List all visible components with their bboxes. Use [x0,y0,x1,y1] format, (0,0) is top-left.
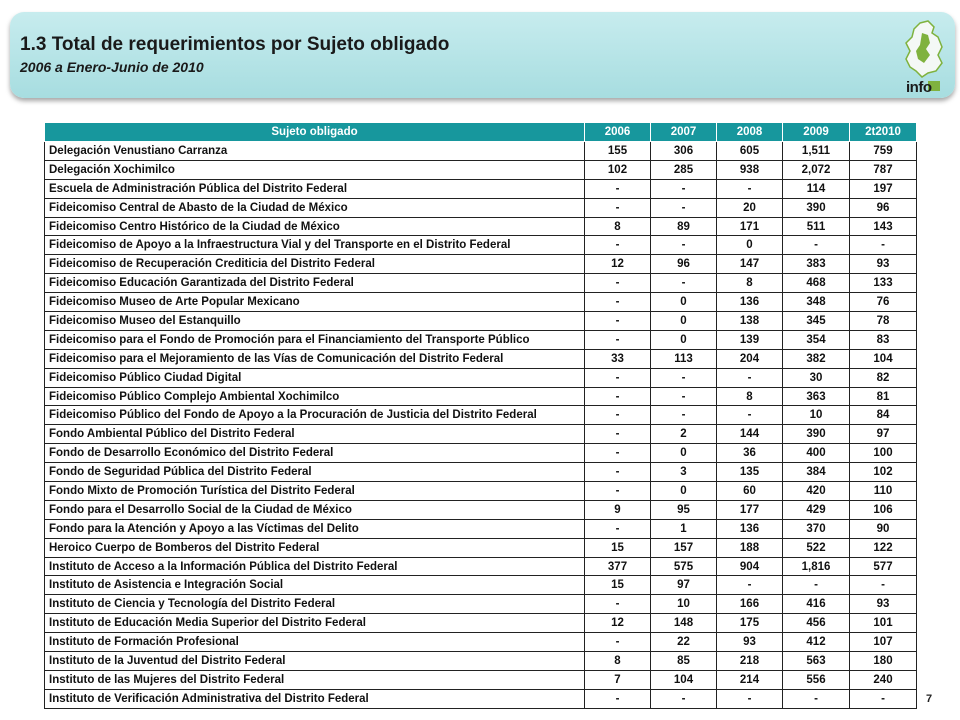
cell-value: 412 [783,633,850,652]
page-number: 7 [926,693,933,705]
cell-value: 135 [717,463,783,482]
cell-value: - [585,312,651,331]
cell-value: 575 [651,557,717,576]
cell-value: 81 [850,387,917,406]
table-row [45,368,917,387]
cell-value: 93 [717,633,783,652]
cell-value: 36 [717,444,783,463]
table-row [45,293,917,312]
page-title: 1.3 Total de requerimientos por Sujeto obligado [20,34,450,55]
row-label: Fideicomiso para el Mejoramiento de las Vías de Comunicación del Distrito Federal [45,349,585,368]
cell-value: 104 [651,670,717,689]
row-label: Fondo para el Desarrollo Social de la Ciudad de México [45,500,585,519]
cell-value: 171 [717,217,783,236]
row-label: Fideicomiso Público Complejo Ambiental Xochimilco [45,387,585,406]
cell-value: 2,072 [783,160,850,179]
table-row [45,255,917,274]
row-label: Fideicomiso Museo de Arte Popular Mexicano [45,293,585,312]
cell-value: 107 [850,633,917,652]
cell-value: 180 [850,652,917,671]
cell-value: 577 [850,557,917,576]
row-label: Fideicomiso Educación Garantizada del Distrito Federal [45,274,585,293]
table-row [45,519,917,538]
table-row [45,595,917,614]
cell-value: 285 [651,160,717,179]
cell-value: 95 [651,500,717,519]
row-label: Escuela de Administración Pública del Distrito Federal [45,179,585,198]
cell-value: - [585,406,651,425]
cell-value: 563 [783,652,850,671]
row-label: Fideicomiso de Recuperación Crediticia del Distrito Federal [45,255,585,274]
table-row [45,330,917,349]
cell-value: 384 [783,463,850,482]
row-label: Fideicomiso de Apoyo a la Infraestructura Vial y del Transporte en el Distrito Federal [45,236,585,255]
table-row [45,406,917,425]
row-label: Delegación Xochimilco [45,160,585,179]
requirements-table [44,122,917,709]
cell-value: 420 [783,482,850,501]
cell-value: 144 [717,425,783,444]
cell-value: 188 [717,538,783,557]
cell-value: 522 [783,538,850,557]
cell-value: 106 [850,500,917,519]
cell-value: 218 [717,652,783,671]
cell-value: - [783,689,850,708]
row-label: Instituto de la Juventud del Distrito Federal [45,652,585,671]
cell-value: 155 [585,142,651,161]
cell-value: 10 [783,406,850,425]
cell-value: 114 [783,179,850,198]
row-label: Heroico Cuerpo de Bomberos del Distrito Federal [45,538,585,557]
row-label: Fideicomiso Centro Histórico de la Ciudad de México [45,217,585,236]
table-row [45,538,917,557]
cell-value: 377 [585,557,651,576]
cell-value: 204 [717,349,783,368]
cell-value: 12 [585,614,651,633]
cell-value: 306 [651,142,717,161]
cell-value: 102 [850,463,917,482]
cell-value: 102 [585,160,651,179]
row-label: Fondo de Desarrollo Económico del Distrito Federal [45,444,585,463]
cell-value: 90 [850,519,917,538]
table-row [45,670,917,689]
table-row [45,217,917,236]
table-row [45,444,917,463]
column-header: Sujeto obligado [45,123,585,142]
cell-value: 904 [717,557,783,576]
cell-value: 3 [651,463,717,482]
cell-value: 177 [717,500,783,519]
table-row [45,274,917,293]
cell-value: - [585,463,651,482]
row-label: Delegación Venustiano Carranza [45,142,585,161]
row-label: Instituto de las Mujeres del Distrito Federal [45,670,585,689]
table-row [45,500,917,519]
cell-value: - [585,387,651,406]
cell-value: 136 [717,293,783,312]
cell-value: - [651,406,717,425]
cell-value: 1,511 [783,142,850,161]
cell-value: 370 [783,519,850,538]
cell-value: 556 [783,670,850,689]
logo-text: info [906,79,932,96]
column-header: 2t2010 [850,123,917,142]
cell-value: 100 [850,444,917,463]
cell-value: - [850,576,917,595]
cell-value: - [585,633,651,652]
cell-value: - [717,689,783,708]
table-row [45,557,917,576]
cell-value: 12 [585,255,651,274]
cell-value: 101 [850,614,917,633]
cell-value: 240 [850,670,917,689]
table-header-row [45,123,917,142]
cell-value: 83 [850,330,917,349]
row-label: Fideicomiso Central de Abasto de la Ciudad de México [45,198,585,217]
cell-value: - [783,576,850,595]
cell-value: - [585,519,651,538]
cell-value: 157 [651,538,717,557]
column-header: 2006 [585,123,651,142]
table-row [45,349,917,368]
title-banner [10,12,955,98]
cell-value: 468 [783,274,850,293]
cell-value: 0 [717,236,783,255]
cell-value: - [585,482,651,501]
cell-value: - [651,179,717,198]
cell-value: - [717,406,783,425]
row-label: Fondo de Seguridad Pública del Distrito Federal [45,463,585,482]
cell-value: 93 [850,255,917,274]
cell-value: 22 [651,633,717,652]
cell-value: 938 [717,160,783,179]
table-row [45,312,917,331]
cell-value: 9 [585,500,651,519]
cell-value: 8 [717,387,783,406]
table-row [45,198,917,217]
cell-value: 390 [783,425,850,444]
cell-value: 8 [585,217,651,236]
row-label: Instituto de Formación Profesional [45,633,585,652]
cell-value: 139 [717,330,783,349]
cell-value: 148 [651,614,717,633]
table-row [45,142,917,161]
cell-value: 147 [717,255,783,274]
cell-value: 76 [850,293,917,312]
cell-value: - [585,198,651,217]
row-label: Instituto de Acceso a la Información Pública del Distrito Federal [45,557,585,576]
cell-value: - [585,595,651,614]
cell-value: 89 [651,217,717,236]
cell-value: 429 [783,500,850,519]
cell-value: 84 [850,406,917,425]
row-label: Instituto de Ciencia y Tecnología del Distrito Federal [45,595,585,614]
cell-value: - [651,274,717,293]
cell-value: 416 [783,595,850,614]
cell-value: 2 [651,425,717,444]
cell-value: 0 [651,482,717,501]
cell-value: - [717,179,783,198]
cell-value: - [585,274,651,293]
cell-value: 605 [717,142,783,161]
cell-value: 354 [783,330,850,349]
cell-value: 345 [783,312,850,331]
table-row [45,160,917,179]
cell-value: - [585,444,651,463]
cell-value: 78 [850,312,917,331]
cell-value: - [717,368,783,387]
cell-value: 97 [850,425,917,444]
table-row [45,652,917,671]
cell-value: 8 [585,652,651,671]
cell-value: 214 [717,670,783,689]
row-label: Fideicomiso Museo del Estanquillo [45,312,585,331]
cell-value: 348 [783,293,850,312]
cell-value: - [585,236,651,255]
cell-value: 383 [783,255,850,274]
cell-value: - [585,330,651,349]
row-label: Instituto de Asistencia e Integración Social [45,576,585,595]
table-row [45,633,917,652]
cell-value: 20 [717,198,783,217]
cell-value: 60 [717,482,783,501]
table-body [45,142,917,709]
cell-value: 390 [783,198,850,217]
cell-value: 136 [717,519,783,538]
cell-value: - [651,198,717,217]
cell-value: - [585,368,651,387]
row-label: Instituto de Verificación Administrativa del Distrito Federal [45,689,585,708]
cell-value: - [585,293,651,312]
cell-value: 85 [651,652,717,671]
cell-value: 456 [783,614,850,633]
row-label: Fondo Ambiental Público del Distrito Federal [45,425,585,444]
cell-value: 82 [850,368,917,387]
cell-value: 8 [717,274,783,293]
cell-value: - [651,368,717,387]
cell-value: - [850,689,917,708]
cell-value: - [783,236,850,255]
column-header: 2008 [717,123,783,142]
table-row [45,576,917,595]
cell-value: 400 [783,444,850,463]
cell-value: - [850,236,917,255]
cell-value: - [717,576,783,595]
cell-value: 0 [651,330,717,349]
cell-value: 175 [717,614,783,633]
cell-value: 10 [651,595,717,614]
cell-value: - [585,689,651,708]
cell-value: 133 [850,274,917,293]
cell-value: 1 [651,519,717,538]
cell-value: 104 [850,349,917,368]
cell-value: 166 [717,595,783,614]
cell-value: 363 [783,387,850,406]
cell-value: - [651,236,717,255]
table-row [45,236,917,255]
cell-value: 0 [651,293,717,312]
cell-value: - [585,425,651,444]
cell-value: 787 [850,160,917,179]
cell-value: 30 [783,368,850,387]
page-subtitle: 2006 a Enero-Junio de 2010 [20,59,204,75]
cell-value: 511 [783,217,850,236]
column-header: 2009 [783,123,850,142]
cell-value: 143 [850,217,917,236]
cell-value: 0 [651,444,717,463]
cell-value: 7 [585,670,651,689]
table-row [45,387,917,406]
cell-value: 93 [850,595,917,614]
cell-value: 759 [850,142,917,161]
cell-value: - [585,179,651,198]
cell-value: 1,816 [783,557,850,576]
cell-value: - [651,689,717,708]
cell-value: 15 [585,576,651,595]
row-label: Fondo para la Atención y Apoyo a las Víctimas del Delito [45,519,585,538]
cell-value: 382 [783,349,850,368]
table-row [45,482,917,501]
cell-value: 138 [717,312,783,331]
cell-value: 97 [651,576,717,595]
cell-value: 96 [850,198,917,217]
cell-value: 113 [651,349,717,368]
row-label: Fideicomiso Público Ciudad Digital [45,368,585,387]
cell-value: 0 [651,312,717,331]
cell-value: 96 [651,255,717,274]
table-row [45,425,917,444]
table-row [45,689,917,708]
cell-value: 197 [850,179,917,198]
cell-value: 33 [585,349,651,368]
table-row [45,179,917,198]
row-label: Fideicomiso para el Fondo de Promoción para el Financiamiento del Transporte Público [45,330,585,349]
column-header: 2007 [651,123,717,142]
row-label: Fideicomiso Público del Fondo de Apoyo a la Procuración de Justicia del Distrito Federal [45,406,585,425]
row-label: Fondo Mixto de Promoción Turística del Distrito Federal [45,482,585,501]
table-row [45,614,917,633]
table-row [45,463,917,482]
row-label: Instituto de Educación Media Superior del Distrito Federal [45,614,585,633]
cell-value: 15 [585,538,651,557]
cell-value: 110 [850,482,917,501]
cell-value: - [651,387,717,406]
cell-value: 122 [850,538,917,557]
